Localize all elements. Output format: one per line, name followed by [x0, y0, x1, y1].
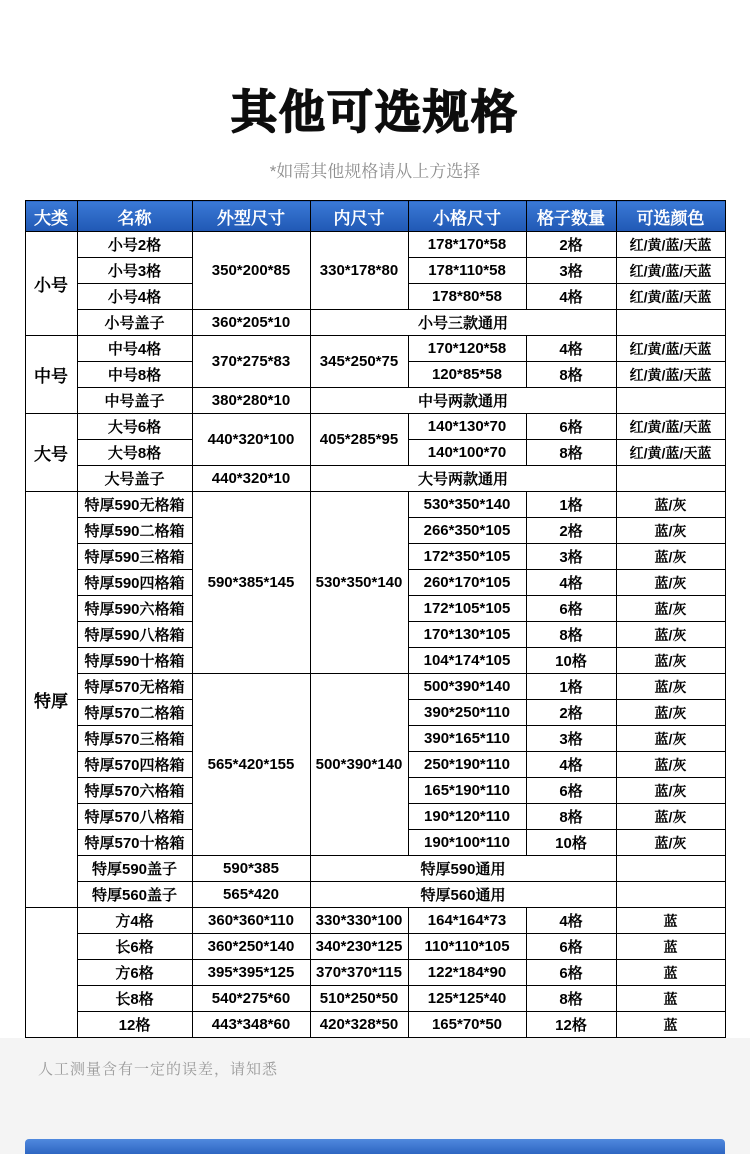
grid-size-cell: 260*170*105: [408, 570, 526, 596]
color-cell: 蓝/灰: [616, 674, 725, 700]
grid-count-cell: 10格: [526, 648, 616, 674]
grid-count-cell: 8格: [526, 986, 616, 1012]
name-cell: 特厚570二格箱: [77, 700, 192, 726]
table-row: [25, 310, 725, 336]
grid-size-cell: 190*120*110: [408, 804, 526, 830]
table-row: [25, 960, 725, 986]
name-cell: 长8格: [77, 986, 192, 1012]
spec-table-body: [25, 232, 725, 1038]
color-cell: 蓝/灰: [616, 622, 725, 648]
color-cell: 蓝: [616, 986, 725, 1012]
name-cell: 特厚590四格箱: [77, 570, 192, 596]
grid-size-cell: 266*350*105: [408, 518, 526, 544]
shared-note-cell: 特厚590通用: [310, 856, 616, 882]
column-header: 名称: [77, 201, 192, 232]
grid-count-cell: 2格: [526, 232, 616, 258]
table-row: [25, 934, 725, 960]
name-cell: 特厚570六格箱: [77, 778, 192, 804]
grid-count-cell: 4格: [526, 336, 616, 362]
grid-count-cell: 2格: [526, 518, 616, 544]
table-row: [25, 336, 725, 362]
grid-size-cell: 390*165*110: [408, 726, 526, 752]
grid-size-cell: 172*105*105: [408, 596, 526, 622]
next-section-top-bar: [25, 1139, 725, 1154]
category-cell: 大号: [25, 414, 77, 492]
name-cell: 特厚590十格箱: [77, 648, 192, 674]
name-cell: 方6格: [77, 960, 192, 986]
grid-count-cell: 3格: [526, 726, 616, 752]
inner-size-cell: 345*250*75: [310, 336, 408, 388]
color-cell: 蓝/灰: [616, 518, 725, 544]
color-cell: 蓝/灰: [616, 700, 725, 726]
grid-size-cell: 165*70*50: [408, 1012, 526, 1038]
column-header: 大类: [25, 201, 77, 232]
color-cell: 红/黄/蓝/天蓝: [616, 258, 725, 284]
name-cell: 小号盖子: [77, 310, 192, 336]
spec-table-head: [25, 201, 725, 232]
grid-count-cell: 10格: [526, 830, 616, 856]
grid-count-cell: 4格: [526, 284, 616, 310]
color-cell: 红/黄/蓝/天蓝: [616, 414, 725, 440]
name-cell: 方4格: [77, 908, 192, 934]
outer-size-cell: 370*275*83: [192, 336, 310, 388]
header-block: [0, 0, 750, 182]
column-header: 外型尺寸: [192, 201, 310, 232]
name-cell: 大号盖子: [77, 466, 192, 492]
color-cell: 蓝/灰: [616, 804, 725, 830]
grid-count-cell: 8格: [526, 804, 616, 830]
grid-size-cell: 170*130*105: [408, 622, 526, 648]
table-row: [25, 232, 725, 258]
outer-size-cell: 360*205*10: [192, 310, 310, 336]
page-subtitle: *如需其他规格请从上方选择: [269, 162, 481, 181]
shared-note-cell: 小号三款通用: [310, 310, 616, 336]
table-row: [25, 856, 725, 882]
grid-size-cell: 140*130*70: [408, 414, 526, 440]
inner-size-cell: 330*330*100: [310, 908, 408, 934]
name-cell: 小号3格: [77, 258, 192, 284]
column-header: 格子数量: [526, 201, 616, 232]
outer-size-cell: 440*320*100: [192, 414, 310, 466]
color-cell: 蓝/灰: [616, 544, 725, 570]
name-cell: 特厚590三格箱: [77, 544, 192, 570]
grid-size-cell: 165*190*110: [408, 778, 526, 804]
grid-count-cell: 8格: [526, 440, 616, 466]
category-cell: 小号: [25, 232, 77, 336]
name-cell: 大号8格: [77, 440, 192, 466]
grid-size-cell: 122*184*90: [408, 960, 526, 986]
table-row: [25, 388, 725, 414]
grid-size-cell: 125*125*40: [408, 986, 526, 1012]
grid-count-cell: 6格: [526, 414, 616, 440]
grid-size-cell: 104*174*105: [408, 648, 526, 674]
color-cell: 蓝/灰: [616, 492, 725, 518]
outer-size-cell: 443*348*60: [192, 1012, 310, 1038]
column-header: 可选颜色: [616, 201, 725, 232]
spec-table: [25, 200, 726, 1038]
column-header: 小格尺寸: [408, 201, 526, 232]
grid-size-cell: 250*190*110: [408, 752, 526, 778]
inner-size-cell: 340*230*125: [310, 934, 408, 960]
name-cell: 特厚590八格箱: [77, 622, 192, 648]
inner-size-cell: 530*350*140: [310, 492, 408, 674]
color-cell: 蓝/灰: [616, 648, 725, 674]
name-cell: 特厚570四格箱: [77, 752, 192, 778]
grid-count-cell: 3格: [526, 258, 616, 284]
name-cell: 小号2格: [77, 232, 192, 258]
color-cell: 红/黄/蓝/天蓝: [616, 336, 725, 362]
table-row: [25, 414, 725, 440]
name-cell: 长6格: [77, 934, 192, 960]
grid-count-cell: 6格: [526, 596, 616, 622]
outer-size-cell: 440*320*10: [192, 466, 310, 492]
category-cell: [25, 908, 77, 1038]
table-row: [25, 986, 725, 1012]
grid-count-cell: 3格: [526, 544, 616, 570]
color-cell: 红/黄/蓝/天蓝: [616, 362, 725, 388]
outer-size-cell: 540*275*60: [192, 986, 310, 1012]
name-cell: 特厚590二格箱: [77, 518, 192, 544]
table-row: [25, 492, 725, 518]
footer-note: 人工测量含有一定的误差，请知悉: [38, 1061, 279, 1078]
outer-size-cell: 350*200*85: [192, 232, 310, 310]
name-cell: 特厚570无格箱: [77, 674, 192, 700]
grid-size-cell: 172*350*105: [408, 544, 526, 570]
grid-size-cell: 178*80*58: [408, 284, 526, 310]
color-cell: 蓝: [616, 960, 725, 986]
inner-size-cell: 330*178*80: [310, 232, 408, 310]
inner-size-cell: 420*328*50: [310, 1012, 408, 1038]
name-cell: 中号盖子: [77, 388, 192, 414]
outer-size-cell: 395*395*125: [192, 960, 310, 986]
outer-size-cell: 565*420: [192, 882, 310, 908]
table-row: [25, 466, 725, 492]
color-cell: [616, 466, 725, 492]
name-cell: 大号6格: [77, 414, 192, 440]
color-cell: [616, 388, 725, 414]
grid-size-cell: 120*85*58: [408, 362, 526, 388]
name-cell: 特厚560盖子: [77, 882, 192, 908]
name-cell: 特厚570十格箱: [77, 830, 192, 856]
name-cell: 特厚590六格箱: [77, 596, 192, 622]
grid-count-cell: 1格: [526, 674, 616, 700]
grid-size-cell: 164*164*73: [408, 908, 526, 934]
table-row: [25, 882, 725, 908]
table-row: [25, 1012, 725, 1038]
outer-size-cell: 590*385: [192, 856, 310, 882]
name-cell: 特厚590无格箱: [77, 492, 192, 518]
grid-count-cell: 6格: [526, 778, 616, 804]
grid-size-cell: 140*100*70: [408, 440, 526, 466]
name-cell: 特厚570三格箱: [77, 726, 192, 752]
grid-size-cell: 178*110*58: [408, 258, 526, 284]
color-cell: [616, 882, 725, 908]
grid-count-cell: 4格: [526, 570, 616, 596]
grid-size-cell: 190*100*110: [408, 830, 526, 856]
category-cell: 特厚: [25, 492, 77, 908]
table-row: [25, 674, 725, 700]
grid-count-cell: 4格: [526, 752, 616, 778]
color-cell: 红/黄/蓝/天蓝: [616, 440, 725, 466]
outer-size-cell: 590*385*145: [192, 492, 310, 674]
color-cell: [616, 310, 725, 336]
inner-size-cell: 370*370*115: [310, 960, 408, 986]
grid-size-cell: 170*120*58: [408, 336, 526, 362]
page-title: 其他可选规格: [231, 86, 519, 138]
name-cell: 小号4格: [77, 284, 192, 310]
grid-count-cell: 4格: [526, 908, 616, 934]
table-row: [25, 908, 725, 934]
footer-section: [0, 1038, 750, 1154]
grid-count-cell: 2格: [526, 700, 616, 726]
shared-note-cell: 中号两款通用: [310, 388, 616, 414]
outer-size-cell: 360*250*140: [192, 934, 310, 960]
grid-size-cell: 178*170*58: [408, 232, 526, 258]
color-cell: 蓝/灰: [616, 778, 725, 804]
shared-note-cell: 特厚560通用: [310, 882, 616, 908]
name-cell: 特厚570八格箱: [77, 804, 192, 830]
name-cell: 特厚590盖子: [77, 856, 192, 882]
grid-count-cell: 8格: [526, 362, 616, 388]
color-cell: 蓝/灰: [616, 830, 725, 856]
color-cell: 蓝/灰: [616, 570, 725, 596]
spec-table-header-row: [25, 201, 725, 232]
color-cell: [616, 856, 725, 882]
color-cell: 红/黄/蓝/天蓝: [616, 232, 725, 258]
category-cell: 中号: [25, 336, 77, 414]
outer-size-cell: 380*280*10: [192, 388, 310, 414]
color-cell: 红/黄/蓝/天蓝: [616, 284, 725, 310]
grid-size-cell: 390*250*110: [408, 700, 526, 726]
name-cell: 中号8格: [77, 362, 192, 388]
column-header: 内尺寸: [310, 201, 408, 232]
grid-count-cell: 1格: [526, 492, 616, 518]
name-cell: 中号4格: [77, 336, 192, 362]
shared-note-cell: 大号两款通用: [310, 466, 616, 492]
name-cell: 12格: [77, 1012, 192, 1038]
grid-count-cell: 8格: [526, 622, 616, 648]
grid-size-cell: 530*350*140: [408, 492, 526, 518]
color-cell: 蓝: [616, 908, 725, 934]
color-cell: 蓝: [616, 1012, 725, 1038]
grid-size-cell: 110*110*105: [408, 934, 526, 960]
outer-size-cell: 565*420*155: [192, 674, 310, 856]
inner-size-cell: 510*250*50: [310, 986, 408, 1012]
color-cell: 蓝/灰: [616, 596, 725, 622]
outer-size-cell: 360*360*110: [192, 908, 310, 934]
inner-size-cell: 405*285*95: [310, 414, 408, 466]
color-cell: 蓝: [616, 934, 725, 960]
grid-count-cell: 6格: [526, 960, 616, 986]
grid-count-cell: 6格: [526, 934, 616, 960]
grid-count-cell: 12格: [526, 1012, 616, 1038]
grid-size-cell: 500*390*140: [408, 674, 526, 700]
inner-size-cell: 500*390*140: [310, 674, 408, 856]
color-cell: 蓝/灰: [616, 726, 725, 752]
color-cell: 蓝/灰: [616, 752, 725, 778]
